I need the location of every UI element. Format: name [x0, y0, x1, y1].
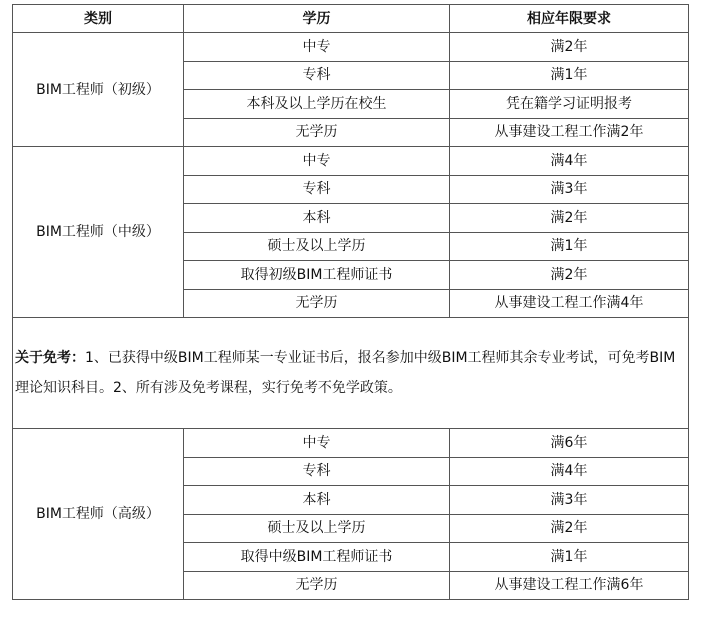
requirement-cell: 满3年: [450, 486, 689, 515]
requirement-cell: 从事建设工程工作满2年: [450, 118, 689, 147]
requirement-cell: 满2年: [450, 33, 689, 62]
header-years-requirement: 相应年限要求: [450, 5, 689, 33]
requirement-cell: 满6年: [450, 429, 689, 458]
education-cell: 专科: [184, 457, 450, 486]
education-cell: 取得初级BIM工程师证书: [184, 261, 450, 290]
education-cell: 专科: [184, 61, 450, 90]
category-senior: BIM工程师（高级）: [13, 429, 184, 600]
education-cell: 中专: [184, 429, 450, 458]
education-cell: 中专: [184, 33, 450, 62]
education-cell: 本科: [184, 486, 450, 515]
education-cell: 本科: [184, 204, 450, 233]
requirement-cell: 满2年: [450, 261, 689, 290]
header-education: 学历: [184, 5, 450, 33]
category-junior: BIM工程师（初级）: [13, 33, 184, 147]
requirement-cell: 满2年: [450, 514, 689, 543]
requirements-table-container: [12, 4, 688, 600]
requirement-cell: 凭在籍学习证明报考: [450, 90, 689, 119]
requirement-cell: 满2年: [450, 204, 689, 233]
education-cell: 无学历: [184, 289, 450, 318]
requirement-cell: 满4年: [450, 147, 689, 176]
exemption-note-title: 关于免考：: [15, 350, 85, 366]
requirements-table: [12, 4, 689, 600]
requirement-cell: 满1年: [450, 543, 689, 572]
exemption-note-text: 1、已获得中级BIM工程师某一专业证书后，报名参加中级BIM工程师其余专业考试，可免考BIM理论知识科目。2、所有涉及免考课程，实行免考不免学政策。: [15, 350, 676, 396]
requirement-cell: 从事建设工程工作满4年: [450, 289, 689, 318]
header-category: 类别: [13, 5, 184, 33]
header-row: [13, 5, 689, 33]
requirement-cell: 满1年: [450, 232, 689, 261]
category-intermediate: BIM工程师（中级）: [13, 147, 184, 318]
requirement-cell: 从事建设工程工作满6年: [450, 571, 689, 600]
education-cell: 专科: [184, 175, 450, 204]
requirement-cell: 满3年: [450, 175, 689, 204]
requirement-cell: 满1年: [450, 61, 689, 90]
education-cell: 无学历: [184, 571, 450, 600]
table-row: [13, 147, 689, 176]
education-cell: 本科及以上学历在校生: [184, 90, 450, 119]
education-cell: 中专: [184, 147, 450, 176]
table-row: [13, 33, 689, 62]
education-cell: 无学历: [184, 118, 450, 147]
education-cell: 取得中级BIM工程师证书: [184, 543, 450, 572]
exemption-note-row: [13, 318, 689, 429]
education-cell: 硕士及以上学历: [184, 514, 450, 543]
education-cell: 硕士及以上学历: [184, 232, 450, 261]
table-row: [13, 429, 689, 458]
requirement-cell: 满4年: [450, 457, 689, 486]
exemption-note: [13, 318, 689, 429]
